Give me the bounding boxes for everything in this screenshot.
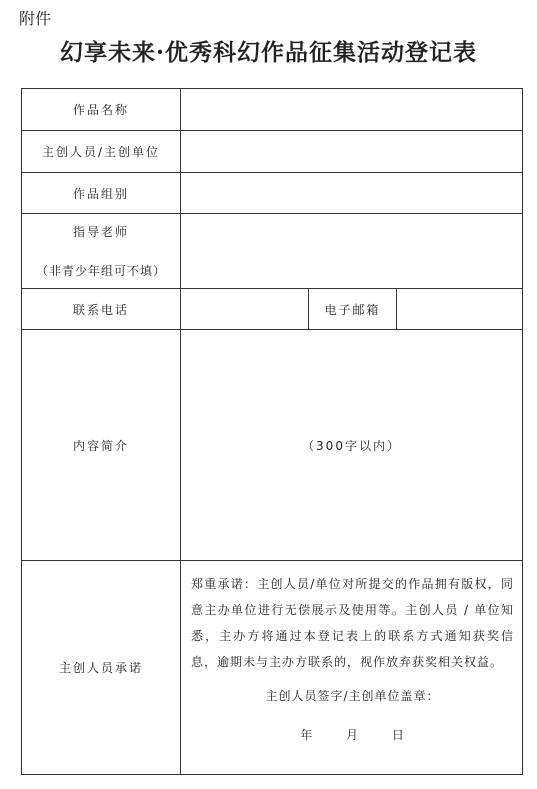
row-advisor xyxy=(22,214,523,289)
row-creator xyxy=(22,131,523,173)
registration-form-table xyxy=(21,88,523,775)
form-title: 幻享未来·优秀科幻作品征集活动登记表 xyxy=(59,39,477,66)
pledge-text: 郑重承诺：主创人员/单位对所提交的作品拥有版权，同意主办单位进行无偿展示及使用等。主创人员 / 单位知悉，主办方将通过本登记表上的联系方式通知获奖信息，逾期未与主办方联系的，视作放弃获奖相关权益。 xyxy=(191,577,515,669)
phone-field[interactable] xyxy=(181,289,309,330)
row-contact xyxy=(22,289,523,330)
row-group xyxy=(22,173,523,214)
email-label: 电子邮箱 xyxy=(309,289,397,330)
advisor-field[interactable] xyxy=(181,214,523,289)
group-field[interactable] xyxy=(181,173,523,214)
date-label: 年 月 日 xyxy=(300,728,405,742)
creator-label: 主创人员/主创单位 xyxy=(22,131,181,173)
pledge-label: 主创人员承诺 xyxy=(22,561,181,775)
pledge-cell xyxy=(181,561,523,775)
row-summary xyxy=(22,330,523,561)
signature-label: 主创人员签字/主创单位盖章： xyxy=(265,689,440,703)
advisor-label-cell xyxy=(22,214,181,289)
row-pledge xyxy=(22,561,523,775)
attachment-label: 附件 xyxy=(19,9,52,28)
summary-field[interactable]: （300字以内） xyxy=(181,330,523,561)
advisor-note: （非青少年组可不填） xyxy=(35,264,166,278)
summary-label: 内容简介 xyxy=(22,330,181,561)
work-name-field[interactable] xyxy=(181,89,523,131)
work-name-label: 作品名称 xyxy=(22,89,181,131)
row-work-name xyxy=(22,89,523,131)
group-label: 作品组别 xyxy=(22,173,181,214)
creator-field[interactable] xyxy=(181,131,523,173)
email-field[interactable] xyxy=(397,289,523,330)
phone-label: 联系电话 xyxy=(22,289,181,330)
advisor-label: 指导老师 xyxy=(72,225,129,239)
